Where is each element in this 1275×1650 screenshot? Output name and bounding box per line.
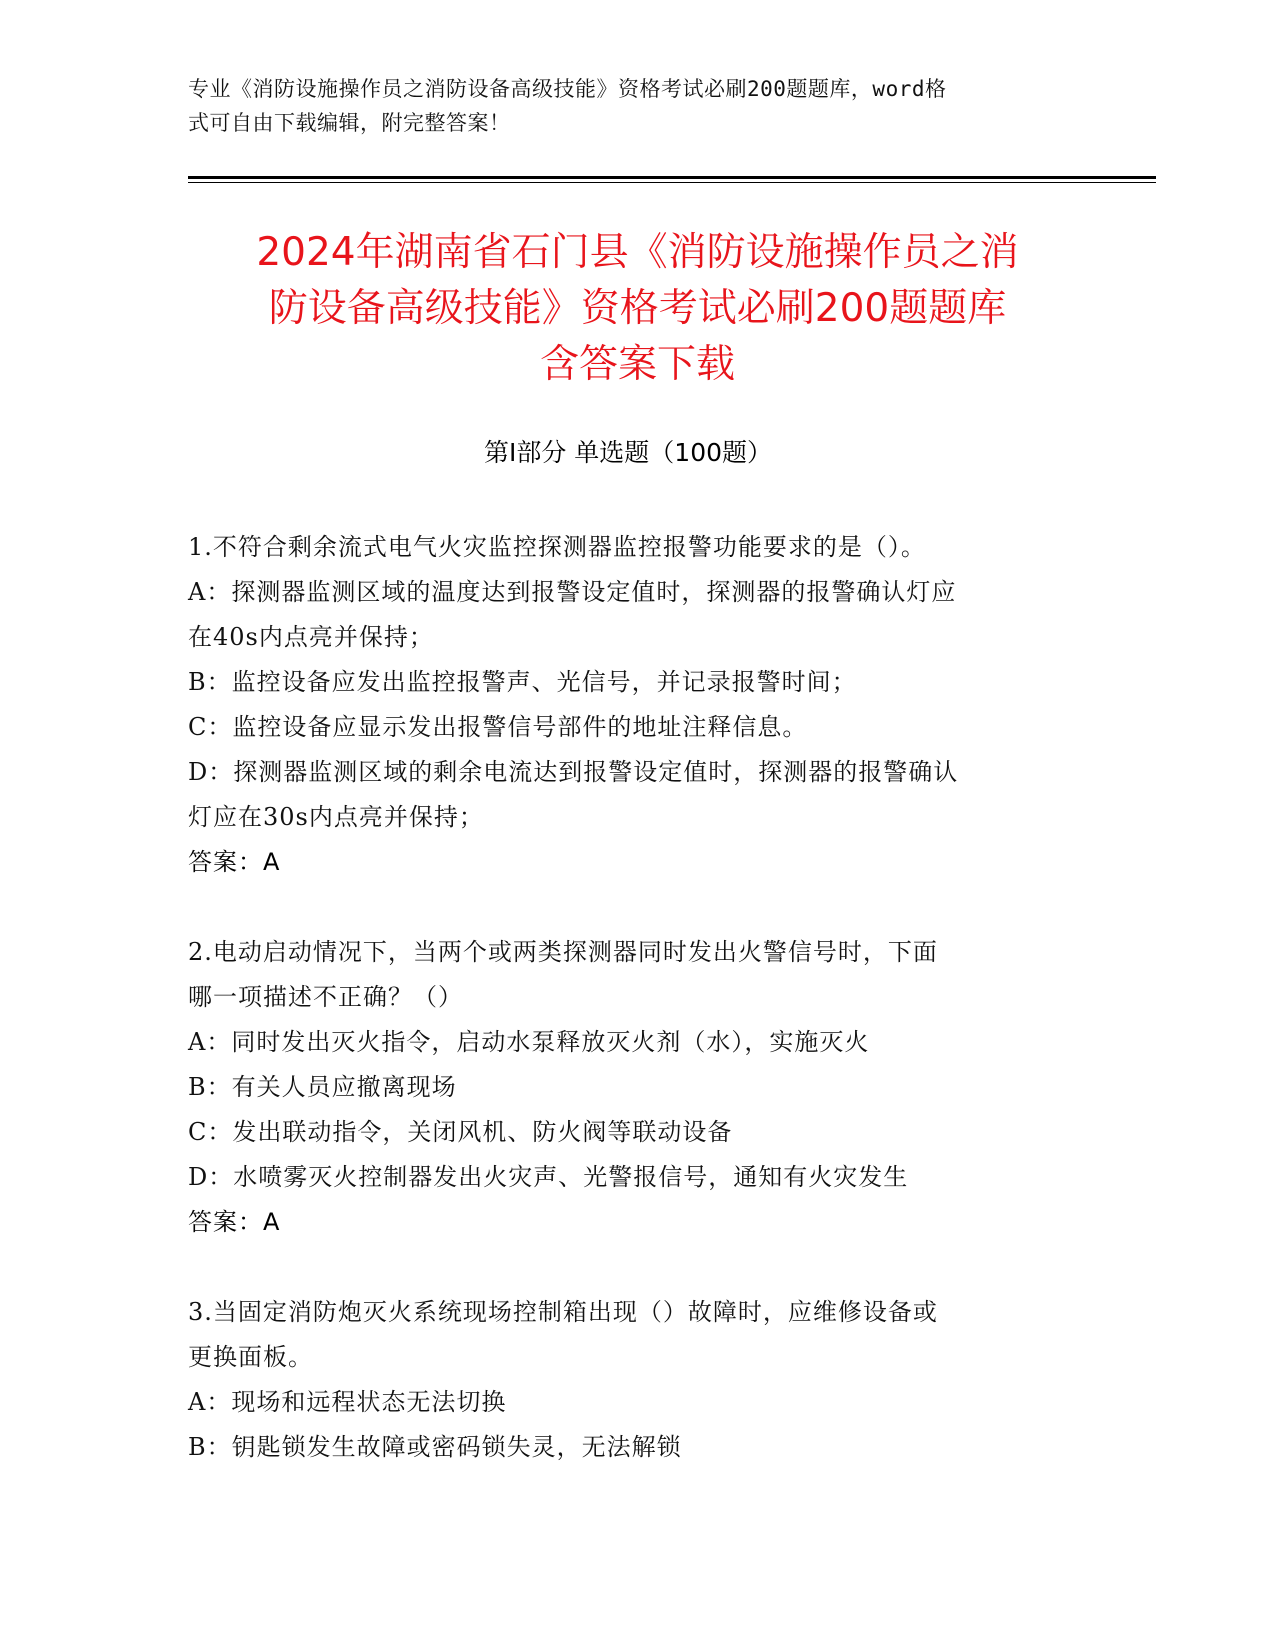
question-stem-line: 更换面板。 [188, 1343, 313, 1371]
option-a-line: A：现场和远程状态无法切换 [188, 1388, 507, 1416]
option-c-line: C：发出联动指令，关闭风机、防火阀等联动设备 [188, 1118, 733, 1146]
option-a-line: A：探测器监测区域的温度达到报警设定值时，探测器的报警确认灯应 [188, 578, 957, 606]
document-title-line-1: 2024年湖南省石门县《消防设施操作员之消 [256, 230, 1019, 275]
option-b-line: B：有关人员应撤离现场 [188, 1073, 457, 1101]
option-b-line: B：钥匙锁发生故障或密码锁失灵，无法解锁 [188, 1433, 682, 1461]
option-c-line: C：监控设备应显示发出报警信号部件的地址注释信息。 [188, 713, 808, 741]
question-2 [188, 930, 1078, 1245]
question-stem-line: 2.电动启动情况下，当两个或两类探测器同时发出火警信号时，下面 [188, 938, 938, 966]
option-d-line: D：探测器监测区域的剩余电流达到报警设定值时，探测器的报警确认 [188, 758, 959, 786]
question-stem-line: 3.当固定消防炮灭火系统现场控制箱出现（）故障时，应维修设备或 [188, 1298, 938, 1326]
section-title: 第Ⅰ部分 单选题（100题） [483, 438, 773, 467]
document-title-line-3: 含答案下载 [539, 342, 735, 387]
answer-line: 答案：A [188, 1208, 281, 1236]
question-3 [188, 1290, 1078, 1470]
question-list [188, 525, 1078, 1515]
option-b-line: B：监控设备应发出监控报警声、光信号，并记录报警时间； [188, 668, 857, 696]
header-rule-thin [188, 182, 1156, 183]
header-note [188, 72, 1068, 140]
question-stem-line: 1.不符合剩余流式电气火灾监控探测器监控报警功能要求的是（）。 [188, 533, 926, 561]
answer-line: 答案：A [188, 848, 281, 876]
header-note-line-2: 式可自由下载编辑，附完整答案！ [188, 111, 511, 135]
header-note-line-1: 专业《消防设施操作员之消防设备高级技能》资格考试必刷200题题库，word格 [188, 77, 947, 101]
option-a-line: A：同时发出灭火指令，启动水泵释放灭火剂（水），实施灭火 [188, 1028, 870, 1056]
header-rule-thick [188, 176, 1156, 179]
option-d-line: D：水喷雾灭火控制器发出火灾声、光警报信号，通知有火灾发生 [188, 1163, 909, 1191]
option-d-line: 灯应在30s内点亮并保持； [188, 803, 484, 831]
option-a-line: 在40s内点亮并保持； [188, 623, 434, 651]
document-title [140, 225, 1135, 393]
question-stem-line: 哪一项描述不正确？（） [188, 983, 463, 1011]
document-title-line-2: 防设备高级技能》资格考试必刷200题题库 [268, 286, 1007, 331]
question-1 [188, 525, 1078, 885]
